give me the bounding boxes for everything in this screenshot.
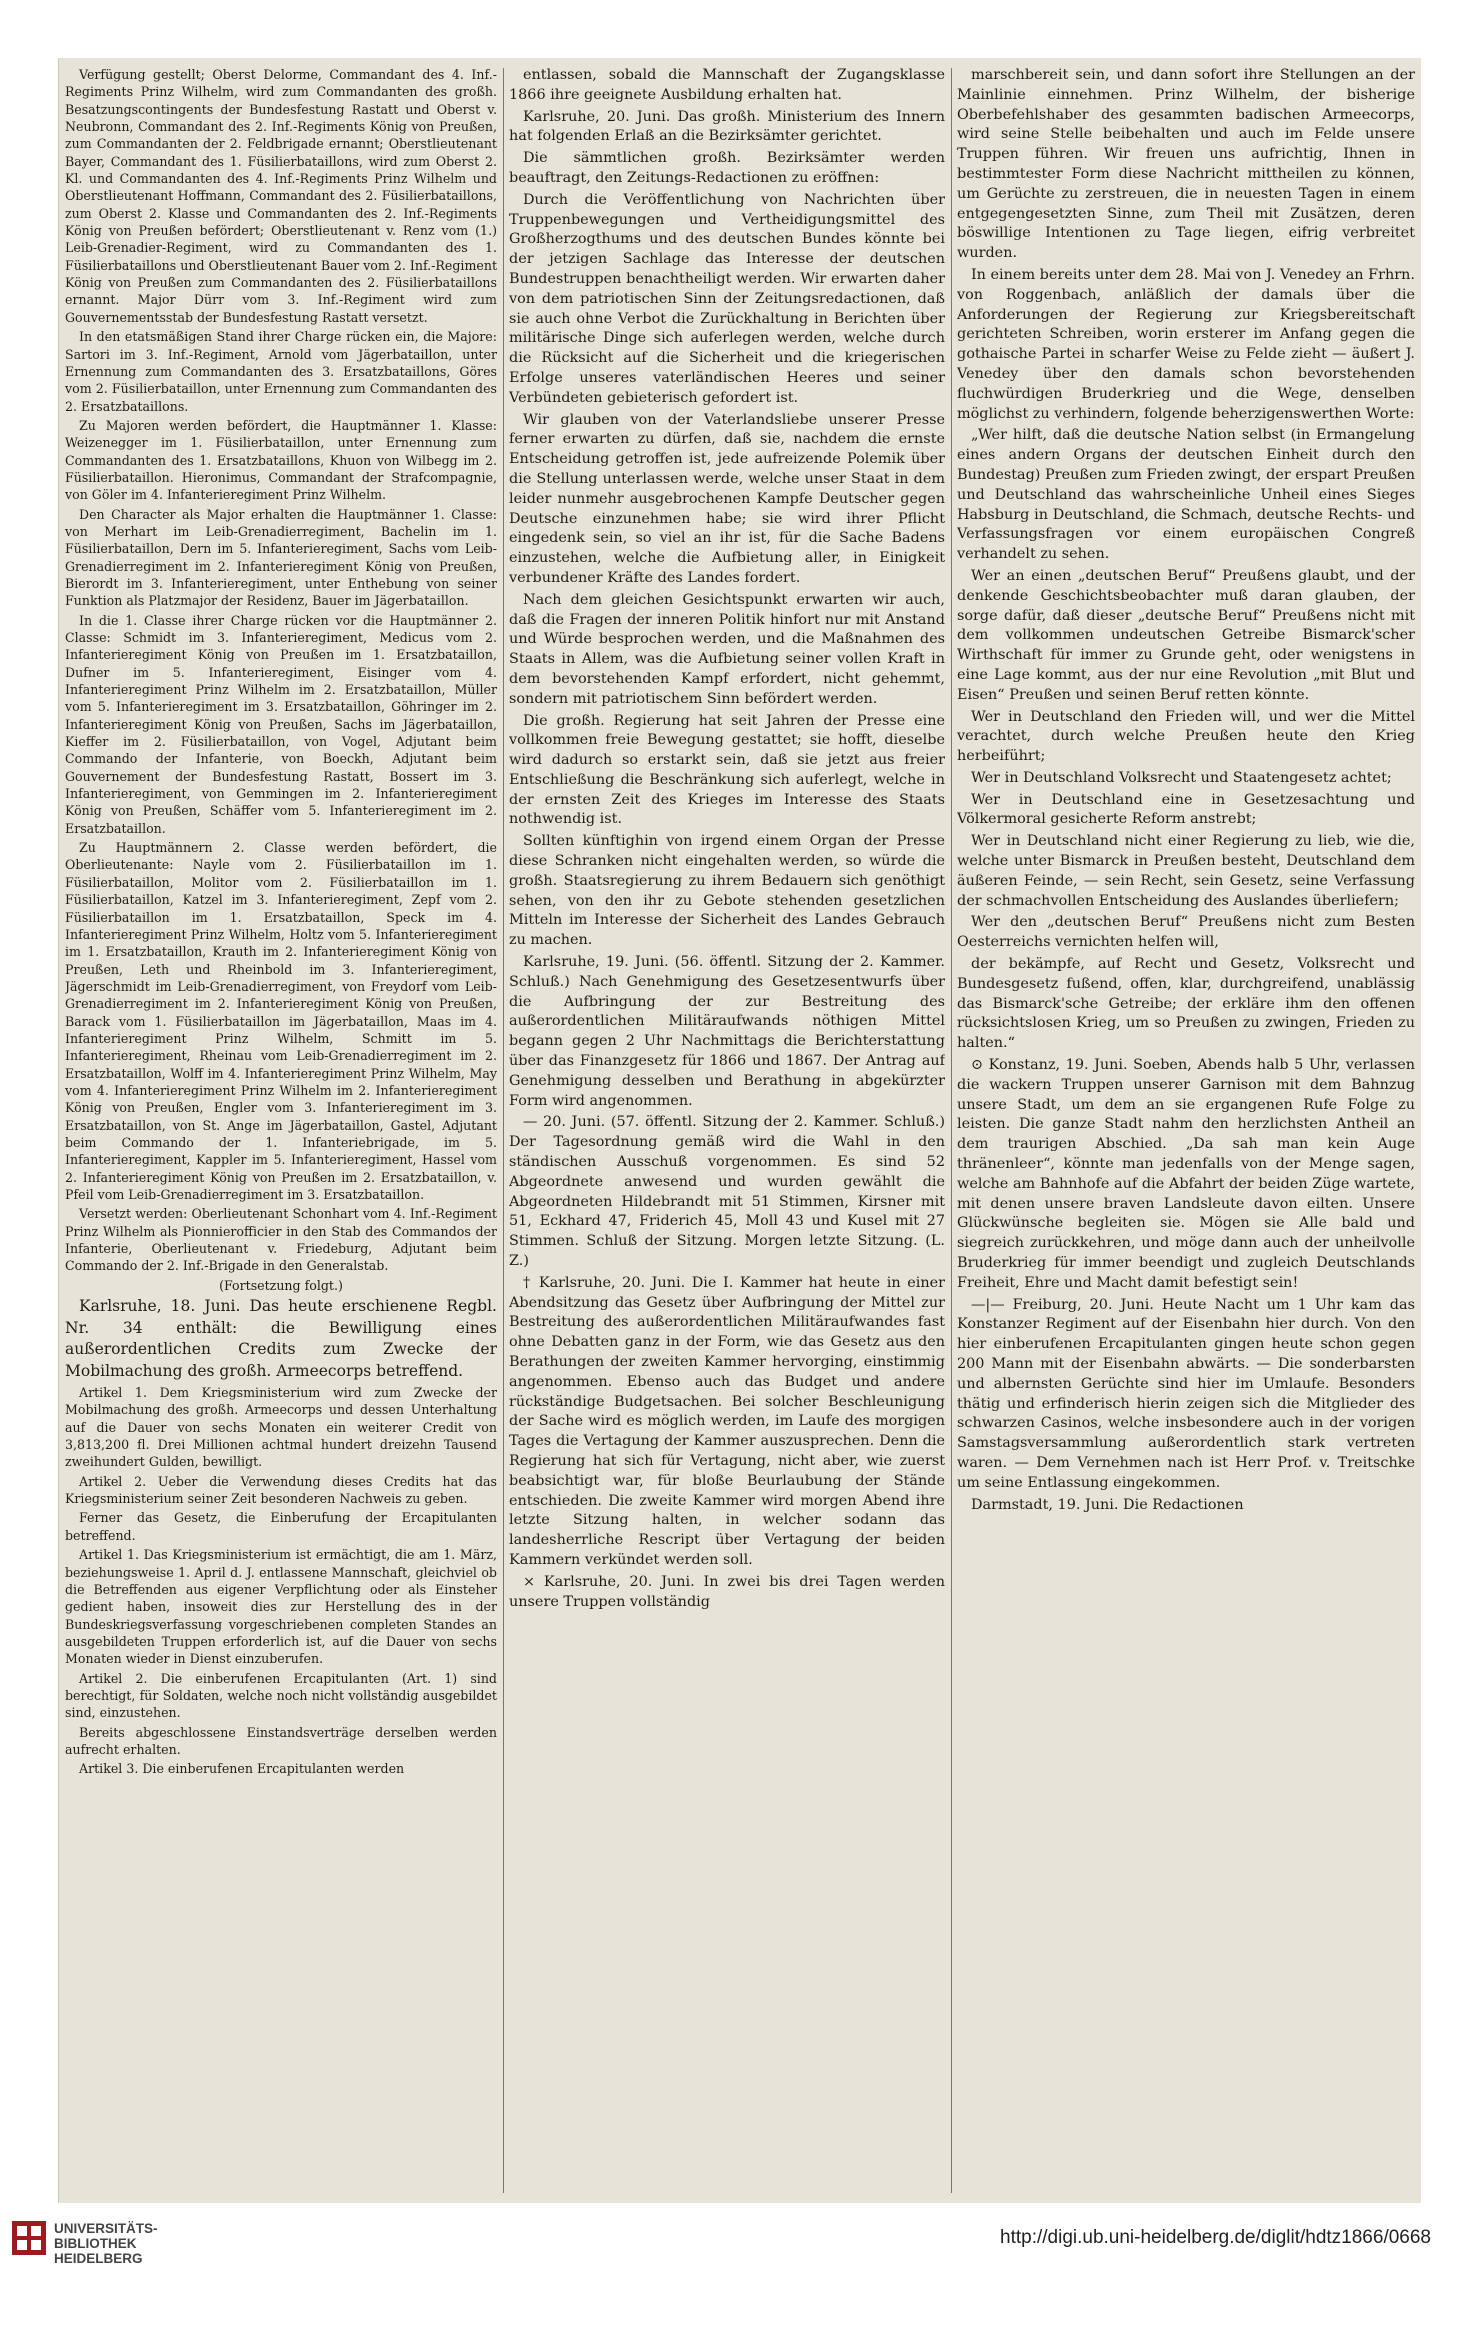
paragraph: Artikel 3. Die einberufenen Ercapitulanten werden	[79, 1761, 405, 1777]
footer-bar	[0, 2203, 1463, 2351]
quote-paragraph: Wer an einen „deutschen Beruf“ Preußens glaubt, und der denkende Geschichtsbeobachter muß daran glauben, der sorge dafür, daß dieser „deutsche Beruf“ Preußens nicht mit dem vollkommen undeutschen Getreibe Bismarck'scher Wirthschaft für immer zu Grunde geht, oder wenigstens in eine Lage kommt, aus der nur eine Revolution „mit Blut und Eisen“ Preußen und seinen Beruf retten könnte.	[957, 567, 1415, 703]
paragraph: In den etatsmäßigen Stand ihrer Charge rücken ein, die Majore: Sartori im 3. Inf.-Regiment, Arnold vom Jägerbataillon, unter Ernennung zum Commandanten des 3. Ersatzbataillons, Göres vom 2. Füsilierbataillon, unter Ernennung zum Commandanten des 2. Ersatzbataillons.	[65, 329, 497, 414]
column-rule	[503, 68, 504, 2193]
article-karlsruhe-20-juni-kammer: † Karlsruhe, 20. Juni. Die I. Kammer hat heute in einer Abendsitzung das Gesetz über Aufbringung der Mittel zur Bestreitung des außerordentlichen Militäraufwandes fast ohne Debatten ganz in der Form, wie das Gesetz aus den Berathungen der zweiten Kammer hervorging, einstimmig angenommen. Ebenso auch das Budget und andere rückständige Budgetsachen. Bei solcher Beschleunigung der Sache wird es möglich werden, im Laufe des morgigen Tages die Vertagung der Kammer auszusprechen. Denn die Regierung hat sich für Vertagung, nicht aber, wie zuerst beabsichtigt war, für bloße Beurlaubung der Stände entschieden. Die zweite Kammer wird morgen Abend ihre letzte Sitzung halten, in welcher sodann das landesherrliche Rescript über Vertagung der beiden Kammern verkündet werden soll.	[509, 1274, 945, 1568]
continuation-note: (Fortsetzung folgt.)	[219, 1277, 343, 1293]
library-name-line: UNIVERSITÄTS-	[54, 2221, 158, 2236]
paragraph: Artikel 1. Dem Kriegsministerium wird zum Zwecke der Mobilmachung des großh. Armeecorps und dessen Unterhaltung auf die Dauer von sechs Monaten ein weiterer Credit von 3,813,200 fl. Drei Millionen achtmal hundert dreizehn Tausend zweihundert Gulden, bewilligt.	[65, 1385, 497, 1470]
paragraph: marschbereit sein, und dann sofort ihre Stellungen an der Mainlinie einnehmen. Prinz Wilhelm, der bisherige Oberbefehlshaber des gesammten badischen Armeecorps, wird seine Stelle beibehalten und auch im Felde unsere Truppen führen. Wir freuen uns aufrichtig, Ihnen in bestimmtester Form diese Nachricht mittheilen zu können, um Gerüchte zu zerstreuen, die in neuesten Tagen in einem entgegengesetzten Sinne, zum Theil mit Zusätzen, deren böswillige Intentionen zu Tage liegen, eifrig verbreitet wurden.	[957, 67, 1415, 262]
paragraph: Bereits abgeschlossene Einstandsverträge derselben werden aufrecht erhalten.	[65, 1724, 497, 1757]
paragraph: Zu Majoren werden befördert, die Hauptmänner 1. Klasse: Weizenegger im 1. Füsilierbataillon, unter Ernennung zum Commandanten des 1. Ersatzbataillons, Khuon von Wilbegg im 2. Füsilierbataillon. Hieronimus, Commandant der Strafcompagnie, von Göler im 4. Infanterieregiment Prinz Wilhelm.	[65, 417, 497, 503]
paragraph: Wir glauben von der Vaterlandsliebe unserer Presse ferner erwarten zu dürfen, daß sie, nachdem die ernste Entscheidung getroffen ist, jede aufreizende Polemik über die Stellung unterlassen werde, welche unser Staat in dem leider nunmehr ausgebrochenen Kampfe Deutscher gegen Deutsche einzunehmen habe; sie wird ihrer Pflicht eingedenk sein, so viel an ihr ist, für die Sache Badens einzustehen, welche die Aufbietung aller, in Einigkeit verbundener Kräfte des Landes fordert.	[509, 411, 945, 586]
library-name	[54, 2221, 158, 2266]
column-3	[957, 66, 1415, 2196]
library-name-line: BIBLIOTHEK	[54, 2236, 137, 2251]
column-2	[509, 66, 945, 2196]
paragraph: Versetzt werden: Oberlieutenant Schonhart vom 4. Inf.-Regiment Prinz Wilhelm als Pionnierofficier in den Stab des Commandos der Infanterie, Oberlieutenant v. Friedeburg, Adjutant beim Commando der 2. Inf.-Brigade in den Generalstab.	[65, 1206, 497, 1274]
paragraph: Nach dem gleichen Gesichtspunkt erwarten wir auch, daß die Fragen der inneren Politik hinfort nur mit Anstand und Würde besprochen werden, und die Maßnahmen des Staats in Allem, was die Aufbietung seiner vollen Kraft in dem bevorstehenden Kampf erfordert, nicht gehemmt, sondern mit patriotischem Sinn befördert werden.	[509, 591, 945, 707]
paragraph: In einem bereits unter dem 28. Mai von J. Venedey an Frhrn. von Roggenbach, anläßlich der damals über die Anforderungen der Regierung zur Kriegsbereitschaft gerichteten Schreiben, worin ersterer im Anfang gegen die gothaische Partei in scharfer Weise zu Felde zieht — äußert J. Venedey über den damals schon bevorstehenden fluchwürdigen Bruderkrieg und die Wege, denselben möglichst zu verhindern, folgende beherzigenswerthen Worte:	[957, 266, 1415, 422]
quote-paragraph: Wer in Deutschland nicht einer Regierung zu lieb, wie die, welche unter Bismarck in Preußen besteht, Deutschland dem äußeren Feinde, — sein Recht, sein Gesetz, seine Verfassung der schmachvollen Entscheidung des Auslandes überliefern;	[957, 833, 1415, 909]
university-library-logo-icon	[12, 2221, 46, 2255]
quote-paragraph: „Wer hilft, daß die deutsche Nation selbst (in Ermangelung eines andern Organs der deutschen Einheit durch den Bundestag) Preußen zum Frieden zwingt, der erspart Preußen und Deutschland das wahrscheinliche Unheil eines Sieges Habsburg in Deutschland, die Schmach, deutsche Rechts- und Verfassungsfragen vor einem europäischen Congreß verhandelt zu sehen.	[957, 427, 1415, 563]
quote-paragraph: Wer in Deutschland den Frieden will, und wer die Mittel verachtet, durch welche Preußen heute den Krieg herbeiführt;	[957, 708, 1415, 765]
paragraph: Die sämmtlichen großh. Bezirksämter werden beauftragt, den Zeitungs-Redactionen zu eröffnen:	[509, 150, 945, 186]
paragraph: Durch die Veröffentlichung von Nachrichten über Truppenbewegungen und Vertheidigungsmittel des Großherzogthums und des deutschen Bundes könnte bei der jetzigen Sachlage das Interesse der deutschen Bundestruppen benachtheiligt werden. Wir erwarten daher von dem patriotischen Sinn der Zeitungsredactionen, daß sie auch ohne Verbot die Zurückhaltung in Berichten über militärische Dinge sich auferlegen werden, welche durch die Rücksicht auf die Sicherheit und die kriegerischen Erfolge unseres vaterländischen Heeres und seiner Verbündeten gebieterisch gefordert ist.	[509, 191, 945, 406]
paragraph: Verfügung gestellt; Oberst Delorme, Commandant des 4. Inf.-Regiments Prinz Wilhelm, wird zum Commandanten des großh. Besatzungscontingents der Bundesfestung Rastatt und Oberst v. Neubronn, Commandant des 2. Inf.-Regiments König von Preußen, zum Commandanten der 2. Feldbrigade ernannt; Oberstlieutenant Bayer, Commandant des 1. Füsilierbataillons, wird zum Oberst 2. Kl. und Commandanten des 4. Inf.-Regiments Prinz Wilhelm und Oberstlieutenant Hoffmann, Commandant des 2. Füsilierbataillons, zum Oberst 2. Klasse und Commandanten des 2. Inf.-Regiments König von Preußen befördert; Oberstlieutenant v. Renz vom (1.) Leib-Grenadier-Regiment, wird zu Commandanten des 1. Füsilierbataillons und Oberstlieutenant Bauer vom 2. Inf.-Regiment König von Preußen zum Commandanten des 2. Füsilierbataillons ernannt. Major Dürr vom 3. Inf.-Regiment wird zum Gouvernementsstab der Bundesfestung Rastatt versetzt.	[65, 67, 497, 325]
source-url-link[interactable]: http://digi.ub.uni-heidelberg.de/diglit/hdtz1866/0668	[1000, 2227, 1431, 2248]
paragraph: Die großh. Regierung hat seit Jahren der Presse eine vollkommen freie Bewegung gestattet; sie hofft, dieselbe wird dadurch so erstarkt sein, daß sie jetzt aus freier Entschließung die Beschränkung sich auferlegt, welche in der ernsten Zeit des Krieges im Interesse des Staats nothwendig ist.	[509, 712, 945, 828]
paragraph: Artikel 2. Ueber die Verwendung dieses Credits hat das Kriegsministerium seiner Zeit besonderen Nachweis zu geben.	[65, 1473, 497, 1507]
paragraph: Ferner das Gesetz, die Einberufung der Ercapitulanten betreffend.	[65, 1510, 497, 1543]
article-karlsruhe-truppen: × Karlsruhe, 20. Juni. In zwei bis drei Tagen werden unsere Truppen vollständig	[509, 1573, 945, 1610]
quote-paragraph: Wer den „deutschen Beruf“ Preußens nicht zum Besten Oesterreichs vernichten helfen will,	[957, 914, 1415, 951]
article-karlsruhe-20-juni: Karlsruhe, 20. Juni. Das großh. Ministerium des Innern hat folgenden Erlaß an die Bezirksämter gerichtet.	[509, 108, 945, 145]
paragraph: Artikel 1. Das Kriegsministerium ist ermächtigt, die am 1. März, beziehungsweise 1. April d. J. entlassene Mannschaft, gleichviel ob die Betreffenden aus eigener Verpflichtung oder als Einsteher gedient haben, insoweit dies zur Herstellung des in der Bundeskriegsverfassung vorgeschriebenen completen Standes an ausgebildeten Truppen erforderlich ist, auf die Dauer von sechs Monaten wieder in Dienst einzuberufen.	[65, 1547, 497, 1667]
paragraph: Zu Hauptmännern 2. Classe werden befördert, die Oberlieutenante: Nayle vom 2. Füsilierbataillon im 1. Füsilierbataillon, Molitor vom 2. Füsilierbataillon im 1. Füsilierbataillon, Katzel im 3. Infanterieregiment, Zepf vom 2. Füsilierbataillon im 1. Ersatzbataillon, Speck im 4. Infanterieregiment Prinz Wilhelm, Holtz vom 5. Infanterieregiment im 1. Ersatzbataillon, Krauth im 2. Infanterieregiment König von Preußen, Leth und Rheinbold im 3. Infanterieregiment, Jägerschmidt im Leib-Grenadierregiment, von Freydorf vom Leib-Grenadierregiment im 2. Infanterieregiment König von Preußen, Barack vom 1. Füsilierbataillon im Jägerbataillon, Maas im 4. Infanterieregiment Prinz Wilhelm, Schmitt im 5. Infanterieregiment, Rheinau vom Leib-Grenadierregiment im 2. Ersatzbataillon, Wolff im 4. Infanterieregiment Prinz Wilhelm, May vom 4. Infanterieregiment Prinz Wilhelm im 2. Infanterieregiment König von Preußen, Engler vom 3. Infanterieregiment im 3. Ersatzbataillon, von St. Ange im Jägerbataillon, Gastel, Adjutant beim Commando der 1. Infanteriebrigade, im 5. Infanterieregiment, Kappler im 5. Infanterieregiment, Hassel vom 2. Infanterieregiment König von Preußen im 2. Ersatzbataillon, v. Pfeil vom Leib-Grenadierregiment im 3. Ersatzbataillon.	[65, 840, 497, 1202]
article-konstanz: ⊙ Konstanz, 19. Juni. Soeben, Abends halb 5 Uhr, verlassen die wackern Truppen unserer Garnison mit dem Bahnzug unsere Stadt, um dem an sie ergangenen Rufe Folge zu leisten. Die ganze Stadt nahm den herzlichsten Antheil an dem traurigen Abschied. „Da sah man kein Auge thränenleer“, könnte man jedenfalls von der Menge sagen, welche am Bahnhofe auf die Abfahrt der beiden Züge wartete, mit denen unsere braven Landsleute davon eilten. Unsere Glückwünsche begleiten sie. Mögen sie Alle bald und siegreich zurückkehren, und möge dann auch der unheilvolle Bruderkrieg für immer beendigt und zugleich Deutschlands Freiheit, Ehre und Macht damit befestigt sein!	[957, 1057, 1415, 1291]
paragraph: Artikel 2. Die einberufenen Ercapitulanten (Art. 1) sind berechtigt, für Soldaten, welche noch nicht vollständig ausgebildet sind, einzustehen.	[65, 1670, 497, 1721]
article-karlsruhe-19-juni: Karlsruhe, 19. Juni. (56. öffentl. Sitzung der 2. Kammer. Schluß.) Nach Genehmigung des Gesetzesentwurfs über die Aufbringung der zur Bestreitung des außerordentlichen Militäraufwands nöthigen Mittel begann gegen 2 Uhr Nachmittags die Berichterstattung über das Finanzgesetz für 1866 und 1867. Der Antrag auf Genehmigung desselben und Berathung in abgekürzter Form wird angenommen.	[509, 954, 945, 1109]
article-sitzung-20-juni: — 20. Juni. (57. öffentl. Sitzung der 2. Kammer. Schluß.) Der Tagesordnung gemäß wird die Wahl in den ständischen Ausschuß vorgenommen. Es sind 52 Abgeordnete anwesend und wurden gewählt die Abgeordneten Hildebrandt mit 51 Stimmen, Kirsner mit 51, Eckhard 47, Friderich 45, Moll 43 und Kusel mit 27 Stimmen. Schluß der Sitzung. Morgen letzte Sitzung. (L. Z.)	[509, 1114, 945, 1270]
article-karlsruhe-18-juni: Karlsruhe, 18. Juni. Das heute erschienene Regbl. Nr. 34 enthält: die Bewilligung eines außerordentlichen Credits zum Zwecke der Mobilmachung des großh. Armeecorps betreffend.	[65, 1297, 497, 1380]
quote-paragraph: Wer in Deutschland eine in Gesetzesachtung und Völkermoral gesicherte Reform anstrebt;	[957, 791, 1415, 828]
paragraph: In die 1. Classe ihrer Charge rücken vor die Hauptmänner 2. Classe: Schmidt im 3. Infanterieregiment, Medicus vom 2. Infanterieregiment König von Preußen im 1. Ersatzbataillon, Dufner im 5. Infanterieregiment, Eisinger vom 4. Infanterieregiment Prinz Wilhelm im 2. Ersatzbataillon, Müller vom 5. Infanterieregiment im 3. Ersatzbataillon, Göhringer im 2. Infanterieregiment König von Preußen, Sachs im Jägerbataillon, Kieffer im 2. Füsilierbataillon, von Vogel, Adjutant beim Commando der Infanterie, von Boeckh, Adjutant beim Gouvernement der Bundesfestung Rastatt, Bossert im 3. Infanterieregiment, von Gemmingen im 2. Infanterieregiment König von Preußen, Schäffer vom 5. Infanterieregiment im 2. Ersatzbataillon.	[65, 612, 497, 836]
newspaper-page	[58, 58, 1421, 2203]
library-name-line: HEIDELBERG	[54, 2251, 143, 2266]
quote-paragraph: der bekämpfe, auf Recht und Gesetz, Volksrecht und Bundesgesetz fußend, offen, klar, durchgreifend, unablässig das Bismarck'sche Getreibe; der erkläre ihm den offenen rücksichtslosen Krieg, um so Preußen zu zwingen, Frieden zu halten.“	[957, 956, 1415, 1052]
quote-paragraph: Wer in Deutschland Volksrecht und Staatengesetz achtet;	[971, 769, 1392, 786]
paragraph: entlassen, sobald die Mannschaft der Zugangsklasse 1866 ihre geeignete Ausbildung erhalten hat.	[509, 67, 945, 103]
paragraph: Sollten künftighin von irgend einem Organ der Presse diese Schranken nicht eingehalten werden, so würde die großh. Staatsregierung zu ihrem Bedauern sich genöthigt sehen, von den ihr zu Gebote stehenden gesetzlichen Mitteln im Interesse der Sicherheit des Landes Gebrauch zu machen.	[509, 833, 945, 949]
article-darmstadt: Darmstadt, 19. Juni. Die Redactionen	[971, 1496, 1244, 1513]
paragraph: Den Character als Major erhalten die Hauptmänner 1. Classe: von Merhart im Leib-Grenadierregiment, Bachelin im 1. Füsilierbataillon, Dern im 5. Infanterieregiment, Sachs vom Leib-Grenadierregiment im 2. Infanterieregiment König von Preußen, Bierordt im 3. Infanterieregiment, unter Enthebung von seiner Funktion als Platzmajor der Residenz, Bauer im Jägerbataillon.	[65, 506, 497, 609]
article-freiburg: —|— Freiburg, 20. Juni. Heute Nacht um 1 Uhr kam das Konstanzer Regiment auf der Eisenbahn hier durch. Von den hier einberufenen Ercapitulanten gingen heute schon gegen 200 Mann mit der Eisenbahn abwärts. — Die sonderbarsten und albernsten Gerüchte sind hier im Umlaufe. Besonders thätig und erfinderisch hierin zeigen sich die Mitglieder des schwarzen Casinos, welche insbesondere auch in der vorigen Samstagsversammlung außerordentlich stark vertreten waren. — Dem Vernehmen nach ist Herr Prof. v. Treitschke um seine Entlassung eingekommen.	[957, 1296, 1415, 1491]
column-rule	[951, 68, 952, 2193]
column-1	[65, 66, 497, 2196]
